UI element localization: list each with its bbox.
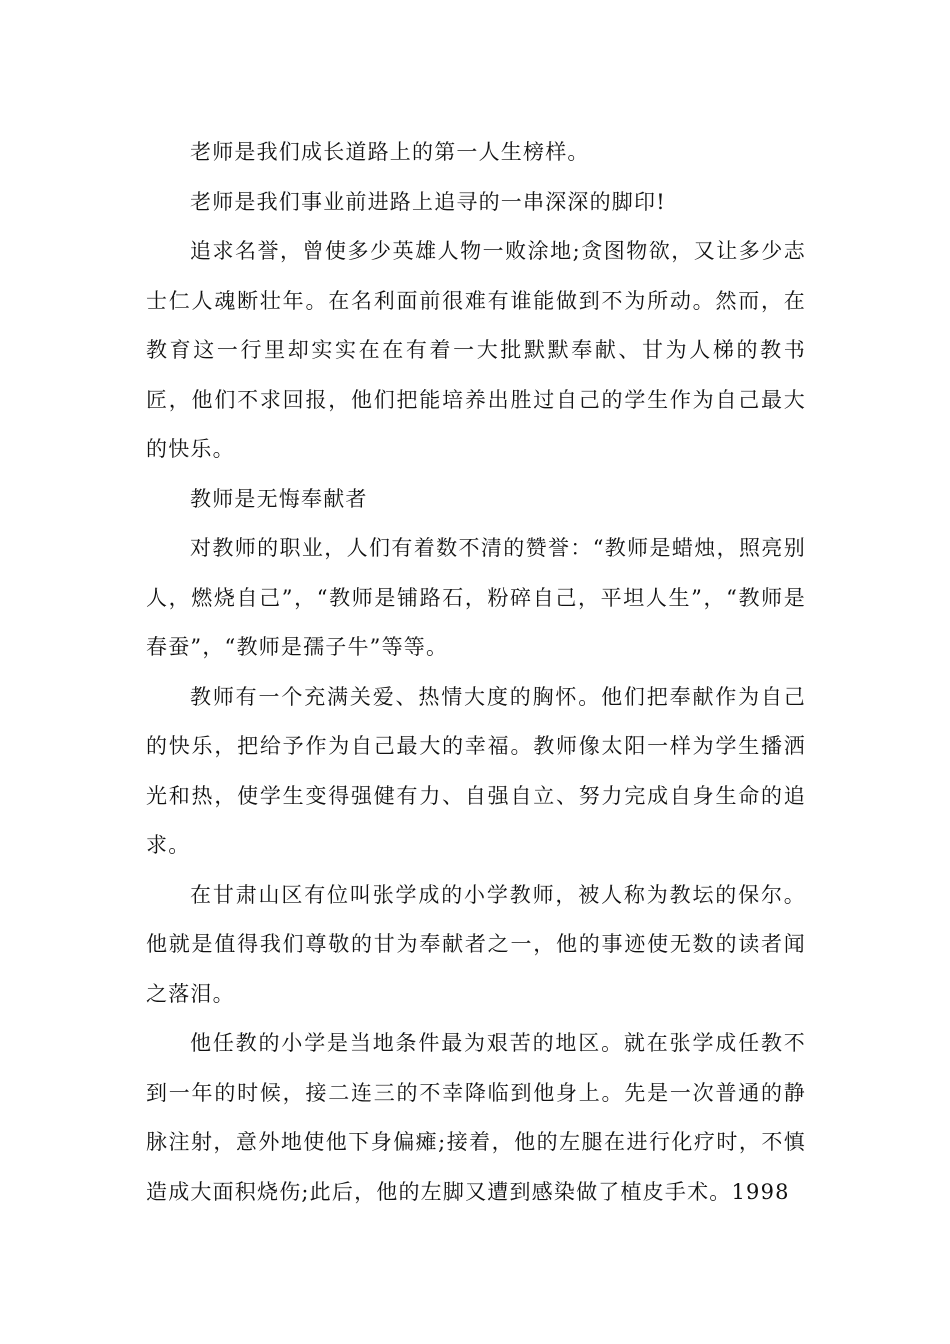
paragraph-3: 追求名誉，曾使多少英雄人物一败涂地;贪图物欲，又让多少志士仁人魂断壮年。在名利面前很难有谁能做到不为所动。然而，在教育这一行里却实实在在有着一大批默默奉献、甘为人梯的教书匠，他们不求回报，他们把能培养出胜过自己的学生作为自己最大的快乐。 [146, 239, 806, 461]
paragraph-6: 在甘肃山区有位叫张学成的小学教师，被人称为教坛的保尔。他就是值得我们尊敬的甘为奉献者之一，他的事迹使无数的读者闻之落泪。 [146, 882, 806, 1006]
document-body [146, 128, 806, 1217]
paragraph-4: 对教师的职业，人们有着数不清的赞誉：“教师是蜡烛，照亮别人，燃烧自己”，“教师是铺路石，粉碎自己，平坦人生”，“教师是春蚕”，“教师是孺子牛”等等。 [146, 536, 806, 659]
paragraph-1: 老师是我们成长道路上的第一人生榜样。 [190, 140, 590, 164]
paragraph-7: 他任教的小学是当地条件最为艰苦的地区。就在张学成任教不到一年的时候，接二连三的不幸降临到他身上。先是一次普通的静脉注射，意外地使他下身偏瘫;接着，他的左腿在进行化疗时，不慎造成大面积烧伤;此后，他的左脚又遭到感染做了植皮手术。1998 [146, 1031, 806, 1204]
paragraph-5: 教师有一个充满关爱、热情大度的胸怀。他们把奉献作为自己的快乐，把给予作为自己最大的幸福。教师像太阳一样为学生播洒光和热，使学生变得强健有力、自强自立、努力完成自身生命的追求。 [146, 684, 806, 857]
section-heading: 教师是无悔奉献者 [190, 486, 368, 511]
paragraph-2: 老师是我们事业前进路上追寻的一串深深的脚印! [190, 189, 666, 214]
